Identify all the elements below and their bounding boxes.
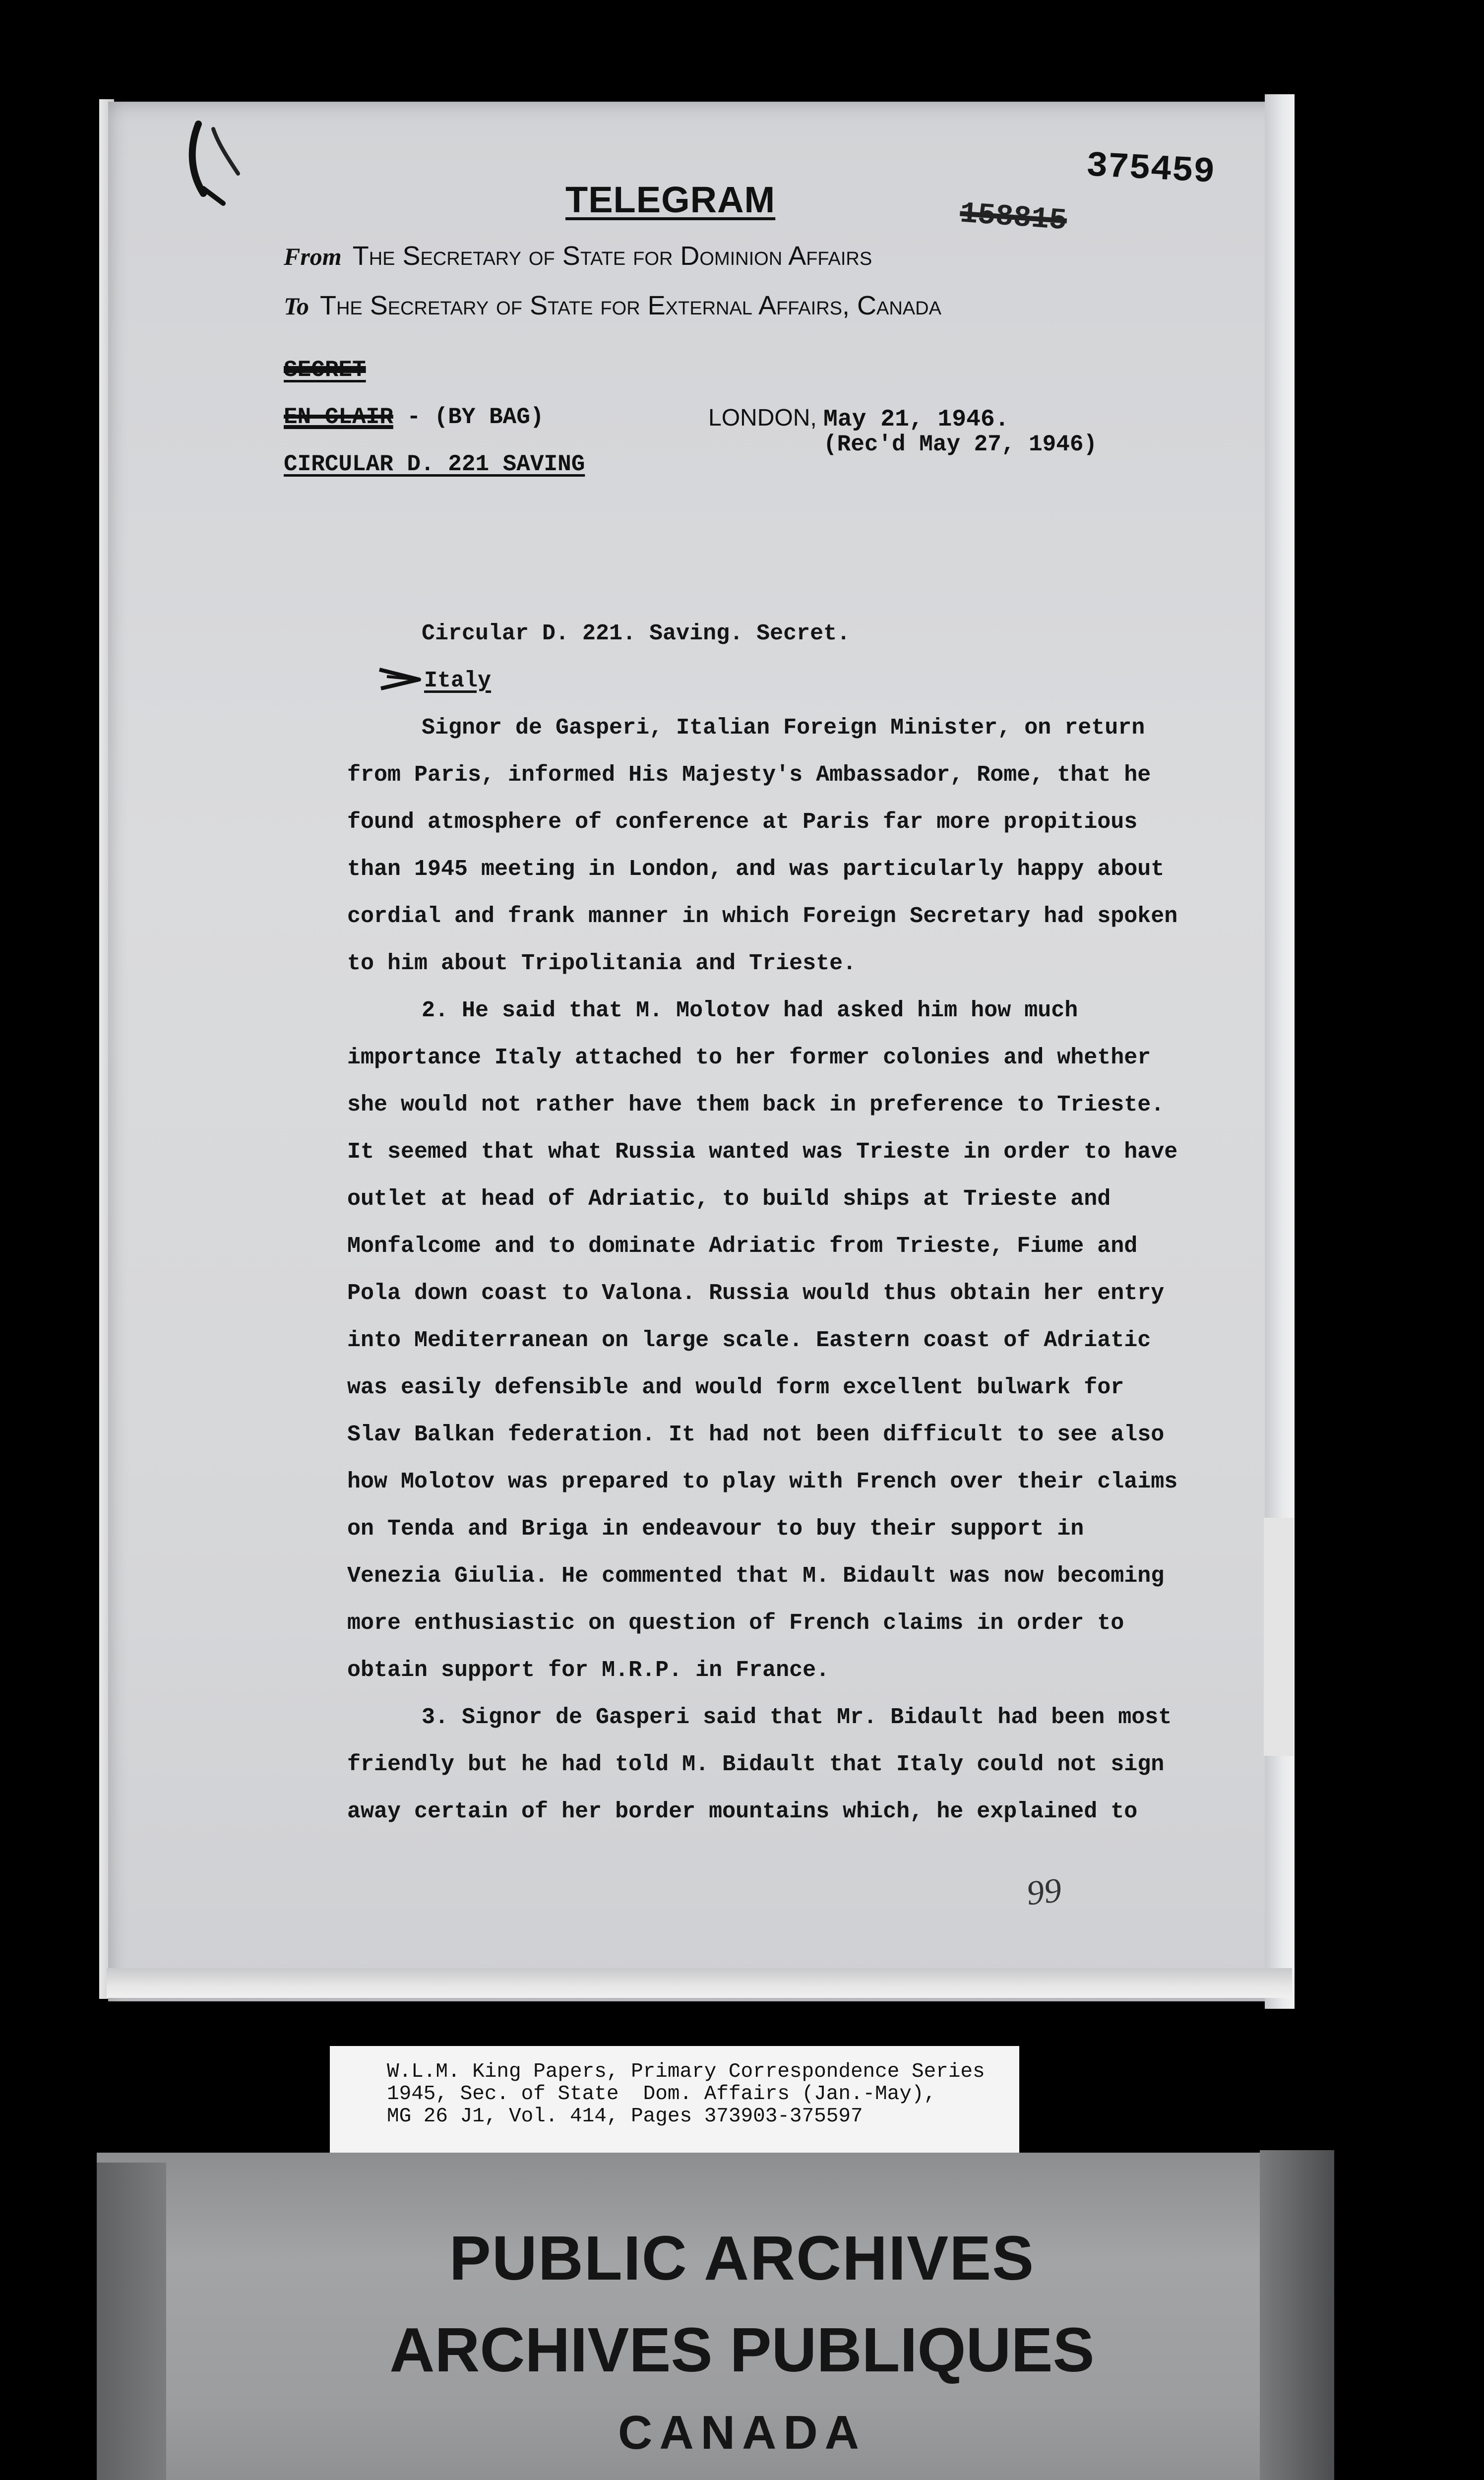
body-line: Slav Balkan federation. It had not been difficult to see also xyxy=(347,1422,1165,1447)
body-line: Circular D. 221. Saving. Secret. xyxy=(422,621,851,646)
body-line: to him about Tripolitania and Trieste. xyxy=(347,951,857,976)
italy-heading xyxy=(347,657,1240,704)
to-label: To xyxy=(284,292,309,320)
stamp-line-french: ARCHIVES PUBLIQUES xyxy=(389,2315,1095,2385)
body-line: importance Italy attached to her former colonies and whether xyxy=(347,1045,1151,1070)
body-line: than 1945 meeting in London, and was particularly happy about xyxy=(347,857,1165,882)
transmission-line xyxy=(284,404,544,430)
body-line: Italy xyxy=(424,668,492,693)
body-line: obtain support for M.R.P. in France. xyxy=(347,1658,830,1683)
transmission-suffix: - (BY BAG) xyxy=(393,404,544,430)
to-text: The Secretary of State for External Affairs, Canada xyxy=(319,291,941,320)
body-line: friendly but he had told M. Bidault that Italy could not sign xyxy=(347,1752,1165,1777)
arrow-marker-icon xyxy=(377,666,424,690)
body-line: outlet at head of Adriatic, to build ships at Trieste and xyxy=(347,1186,1111,1212)
body-line: she would not rather have them back in preference to Trieste. xyxy=(347,1092,1165,1117)
caption-line: W.L.M. King Papers, Primary Correspondence Series xyxy=(387,2060,985,2083)
caption-line: 1945, Sec. of State Dom. Affairs (Jan.-May), xyxy=(387,2083,936,2106)
body-line: away certain of her border mountains which, he explained to xyxy=(347,1799,1138,1824)
place: LONDON, xyxy=(708,405,817,431)
body-line: how Molotov was prepared to play with French over their claims xyxy=(347,1469,1178,1494)
received-date: (Rec'd May 27, 1946) xyxy=(823,432,1098,457)
stamp-line-country: CANADA xyxy=(618,2406,866,2459)
date: May 21, 1946. xyxy=(823,406,1009,433)
body-line: found atmosphere of conference at Paris far more propitious xyxy=(347,809,1138,835)
classification: SECRET xyxy=(284,357,366,383)
transmission-prefix: EN CLAIR xyxy=(284,404,393,430)
body-line: Monfalcome and to dominate Adriatic from Trieste, Fiume and xyxy=(347,1234,1138,1259)
body-line: Venezia Giulia. He commented that M. Bidault was now becoming xyxy=(347,1563,1165,1589)
staple-mark-icon xyxy=(184,114,248,208)
body-line: from Paris, informed His Majesty's Ambassador, Rome, that he xyxy=(347,762,1151,788)
body-line: cordial and frank manner in which Foreign Secretary had spoken xyxy=(347,904,1178,929)
body-line: on Tenda and Briga in endeavour to buy their support in xyxy=(347,1516,1084,1542)
body-line: Signor de Gasperi, Italian Foreign Minister, on return xyxy=(422,715,1145,741)
body-line: 3. Signor de Gasperi said that Mr. Bidault had been most xyxy=(422,1705,1172,1730)
to-line xyxy=(284,290,941,321)
from-text: The Secretary of State for Dominion Affairs xyxy=(352,241,872,271)
stamp-line-english: PUBLIC ARCHIVES xyxy=(449,2223,1035,2293)
telegram-body xyxy=(347,610,1240,1835)
sheet-bottom-edge xyxy=(107,1968,1292,1998)
serial-number: 375459 xyxy=(1085,145,1216,193)
from-line xyxy=(284,241,872,271)
body-line: was easily defensible and would form excellent bulwark for xyxy=(347,1375,1124,1400)
place-date-line xyxy=(708,404,1009,433)
handwritten-page-number: 99 xyxy=(1025,1871,1063,1913)
from-label: From xyxy=(284,243,342,270)
caption-line: MG 26 J1, Vol. 414, Pages 373903-375597 xyxy=(387,2105,863,2128)
body-line: It seemed that what Russia wanted was Trieste in order to have xyxy=(347,1139,1178,1165)
body-line: 2. He said that M. Molotov had asked him how much xyxy=(422,998,1078,1023)
body-line: Pola down coast to Valona. Russia would thus obtain her entry xyxy=(347,1281,1165,1306)
telegram-heading: TELEGRAM xyxy=(565,179,776,220)
body-line: more enthusiastic on question of French claims in order to xyxy=(347,1611,1124,1636)
old-serial-number: 158815 xyxy=(958,197,1068,239)
sheet-fold xyxy=(1264,1518,1294,1756)
archive-caption xyxy=(330,2046,1019,2153)
body-line: into Mediterranean on large scale. Eastern coast of Adriatic xyxy=(347,1328,1151,1353)
circular-reference: CIRCULAR D. 221 SAVING xyxy=(284,451,585,477)
